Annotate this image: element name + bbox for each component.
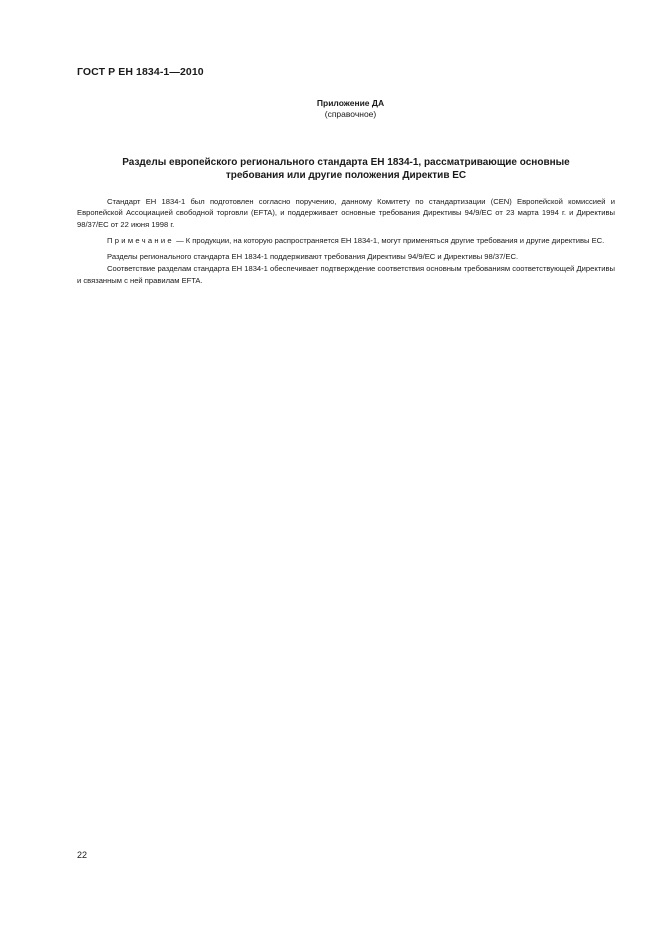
paragraph-conformity: Соответствие разделам стандарта ЕН 1834-1 обеспечивает подтверждение соответствия основным требованиям соответствующей Директивы и связанным с ней правилам EFTA.	[77, 264, 615, 285]
annex-status: (справочное)	[324, 109, 377, 119]
section-title-line-2: требования или другие положения Директив ЕС	[225, 170, 467, 181]
section-title	[77, 156, 615, 182]
paragraph-standard-origin: Стандарт ЕН 1834-1 был подготовлен согласно поручению, данному Комитету по стандартизации (CEN) Европейской комиссией и Европейской Ассоциацией свободной торговли (EFTA), и поддерживает основные требования Директивы 94/9/ЕС от 23 марта 1994 г. и Директивы 98/37/ЕС от 22 июня 1998 г.	[77, 197, 615, 229]
note-text: — К продукции, на которую распространяется ЕН 1834-1, могут применяться другие требования и другие директивы ЕС.	[173, 235, 605, 245]
annex-title: Приложение ДА	[316, 98, 385, 108]
section-title-line-1: Разделы европейского регионального стандарта ЕН 1834-1, рассматривающие основные	[122, 157, 570, 168]
note-label: Примечание	[107, 235, 174, 245]
standard-id-header: ГОСТ Р ЕН 1834-1—2010	[77, 66, 204, 78]
note-paragraph	[77, 235, 615, 246]
page-number: 22	[77, 850, 88, 860]
paragraph-sections-support: Разделы регионального стандарта ЕН 1834-1 поддерживают требования Директивы 94/9/ЕС и Директивы 98/37/ЕС.	[107, 252, 519, 262]
body-text	[77, 196, 615, 291]
